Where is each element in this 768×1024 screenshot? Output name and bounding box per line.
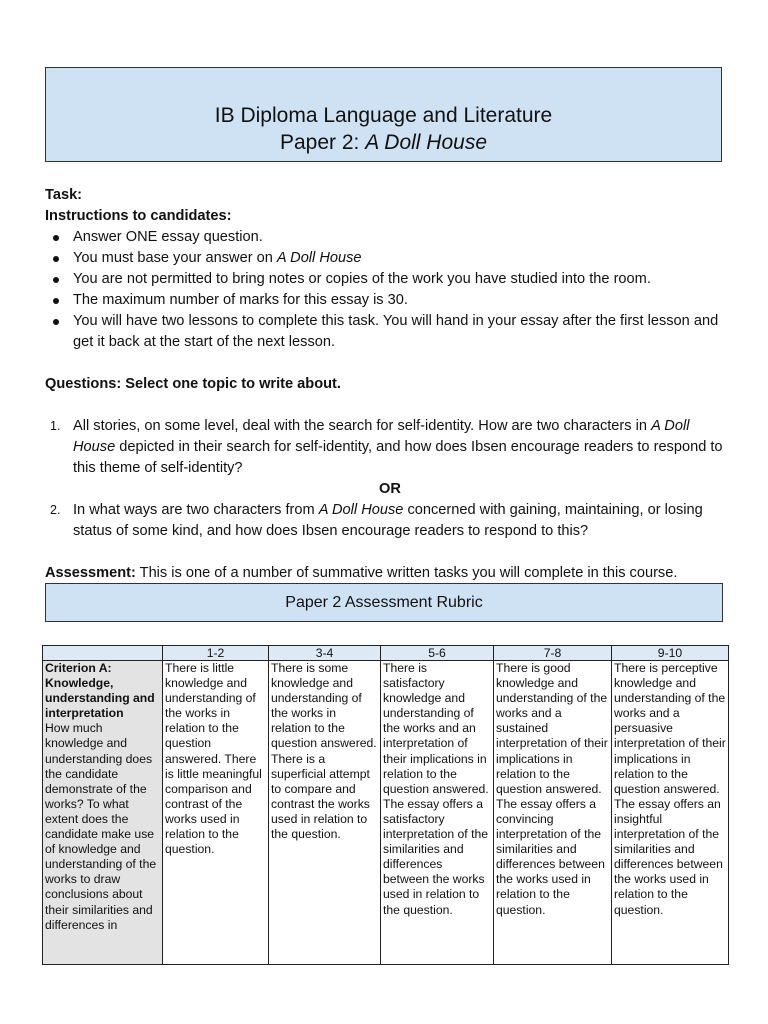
instruction-item: You are not permitted to bring notes or copies of the work you have studied into the room. (45, 269, 735, 290)
document-subtitle (46, 131, 721, 155)
bullet-icon (53, 319, 59, 325)
criterion-cell (43, 661, 163, 965)
descriptor-cell: There is little knowledge and understanding of the works in relation to the question answered. There is little meaningful comparison and contrast of the works used in relation to the question. (163, 661, 269, 965)
title-box (45, 67, 722, 162)
instructions-label: Instructions to candidates: (45, 208, 232, 224)
assessment-label: Assessment: (45, 565, 136, 581)
rubric-title: Paper 2 Assessment Rubric (45, 583, 723, 622)
rubric-corner-cell (43, 646, 163, 661)
instruction-item: You will have two lessons to complete this task. You will hand in your essay after the first lesson and get it back at the start of the next lesson. (45, 311, 735, 353)
task-label: Task: (45, 187, 83, 203)
descriptor-cell: There is perceptive knowledge and understanding of the works and a persuasive interpretation of their implications in relation to the question answered. The essay offers an insightful interpretation of the similarities and differences between the works used in relation to the question. (612, 661, 729, 965)
descriptor-cell: There is some knowledge and understanding of the works in relation to the question answered. There is a superficial attempt to compare and contrast the works used in relation to the question. (269, 661, 381, 965)
subtitle-prefix: Paper 2: (279, 131, 366, 154)
criterion-title: Criterion A: Knowledge, understanding and interpretation (45, 661, 155, 721)
subtitle-work: A Doll House (365, 131, 487, 154)
instruction-item: You must base your answer on A Doll House (45, 248, 735, 269)
band-header: 7-8 (494, 646, 612, 661)
descriptor-cell: There is good knowledge and understanding of the works and a sustained interpretation of their implications in relation to the question answered. The essay offers a convincing interpretation of the similarities and differences between the works used in relation to the question. (494, 661, 612, 965)
question-number: 2. (50, 503, 61, 517)
band-header: 1-2 (163, 646, 269, 661)
questions-list (45, 416, 735, 542)
rubric-header-row (43, 646, 729, 661)
or-separator: OR (379, 481, 401, 497)
rubric-criterion-row (43, 661, 729, 965)
document-body (45, 185, 735, 584)
band-header: 9-10 (612, 646, 729, 661)
question-item: 2. In what ways are two characters from A Doll House concerned with gaining, maintaining, or losing status of some kind, and how does Ibsen encourage readers to respond to this? (50, 502, 703, 539)
bullet-icon (53, 256, 59, 262)
assessment-line (45, 563, 735, 584)
band-header: 3-4 (269, 646, 381, 661)
document-title: IB Diploma Language and Literature (214, 104, 553, 127)
bullet-icon (53, 277, 59, 283)
bullet-icon (53, 298, 59, 304)
criterion-description: How much knowledge and understanding does the candidate demonstrate of the works? To what extent does the candidate make use of knowledge and understanding of the works to draw conclusions about their similarities and differences in (45, 721, 157, 932)
question-item: 1. All stories, on some level, deal with the search for self-identity. How are two characters in A Doll House depicted in their search for self-identity, and how does Ibsen encourage readers to respond to this theme of self-identity? (50, 418, 723, 476)
bullet-icon (53, 235, 59, 241)
question-number: 1. (50, 419, 61, 433)
instruction-item: The maximum number of marks for this essay is 30. (45, 290, 735, 311)
assessment-text: This is one of a number of summative written tasks you will complete in this course. (135, 565, 678, 581)
band-header: 5-6 (381, 646, 494, 661)
rubric-table (42, 645, 729, 965)
instruction-item: Answer ONE essay question. (45, 227, 735, 248)
instructions-list (45, 227, 735, 353)
descriptor-cell: There is satisfactory knowledge and understanding of the works and an interpretation of their implications in relation to the question answered. The essay offers a satisfactory interpretation of the similarities and differences between the works used in relation to the question. (381, 661, 494, 965)
questions-label: Questions: Select one topic to write about. (45, 376, 341, 392)
